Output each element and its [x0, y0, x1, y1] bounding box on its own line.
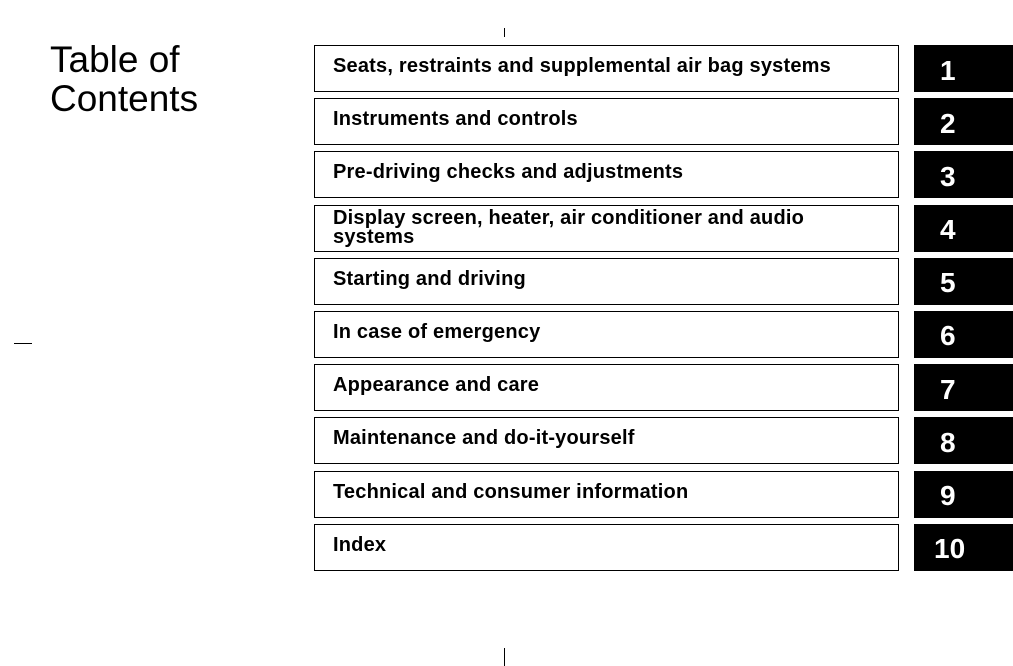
toc-item-label-box[interactable] [314, 205, 899, 252]
toc-item-number: 1 [940, 54, 956, 86]
toc-item-number: 10 [934, 533, 966, 565]
toc-list [314, 45, 1013, 577]
toc-item-starting-driving[interactable] [314, 258, 1013, 305]
page-title [50, 40, 290, 118]
page-title-line-2: Contents [50, 78, 199, 119]
toc-item-label: Technical and consumer information [333, 480, 689, 503]
toc-item-tab[interactable] [914, 364, 1013, 411]
toc-item-label-box[interactable] [314, 45, 899, 92]
crop-mark-top [504, 28, 505, 37]
toc-item-number: 9 [940, 480, 956, 511]
toc-item-appearance-care[interactable] [314, 364, 1013, 411]
toc-item-label: Appearance and care [333, 374, 540, 397]
toc-item-number: 6 [940, 320, 956, 352]
toc-item-label: Starting and driving [333, 267, 526, 290]
toc-item-instruments-controls[interactable] [314, 98, 1013, 145]
toc-item-label: Seats, restraints and supplemental air bag systems [333, 55, 831, 77]
toc-item-tab[interactable] [914, 205, 1013, 252]
toc-item-tab[interactable] [914, 45, 1013, 92]
toc-item-label: Maintenance and do-it-yourself [333, 427, 635, 450]
toc-item-tab[interactable] [914, 311, 1013, 358]
toc-item-label: Display screen, heater, air conditioner and audio systems [333, 207, 805, 249]
toc-item-maintenance[interactable] [314, 417, 1013, 464]
toc-item-number: 7 [940, 373, 956, 405]
toc-item-label-box[interactable] [314, 98, 899, 145]
toc-item-label-box[interactable] [314, 417, 899, 464]
toc-item-label: Index [333, 533, 387, 556]
toc-item-tab[interactable] [914, 417, 1013, 464]
toc-item-label-box[interactable] [314, 311, 899, 358]
toc-item-tab[interactable] [914, 524, 1013, 571]
toc-item-tab[interactable] [914, 98, 1013, 145]
toc-item-label: Pre-driving checks and adjustments [333, 161, 684, 184]
toc-item-emergency[interactable] [314, 311, 1013, 358]
toc-item-label: Instruments and controls [333, 108, 578, 131]
toc-item-tab[interactable] [914, 471, 1013, 518]
toc-item-number: 4 [940, 214, 956, 246]
toc-item-tab[interactable] [914, 258, 1013, 305]
toc-item-number: 5 [940, 267, 956, 299]
toc-item-label: In case of emergency [333, 320, 541, 343]
toc-item-label-box[interactable] [314, 471, 899, 518]
toc-item-index[interactable] [314, 524, 1013, 571]
toc-item-number: 2 [940, 107, 956, 139]
toc-item-label-box[interactable] [314, 151, 899, 198]
toc-item-label-box[interactable] [314, 258, 899, 305]
toc-item-number: 8 [940, 426, 956, 458]
toc-item-display-heater-audio[interactable] [314, 205, 1013, 252]
toc-item-seats-restraints[interactable] [314, 45, 1013, 92]
toc-item-number: 3 [940, 160, 956, 192]
toc-item-technical-info[interactable] [314, 471, 1013, 518]
page-title-line-1: Table of [50, 39, 180, 80]
toc-item-tab[interactable] [914, 151, 1013, 198]
toc-item-label-box[interactable] [314, 524, 899, 571]
toc-item-label-box[interactable] [314, 364, 899, 411]
crop-mark-bottom [504, 648, 505, 666]
crop-mark-left [14, 343, 32, 344]
toc-item-pre-driving-checks[interactable] [314, 151, 1013, 198]
